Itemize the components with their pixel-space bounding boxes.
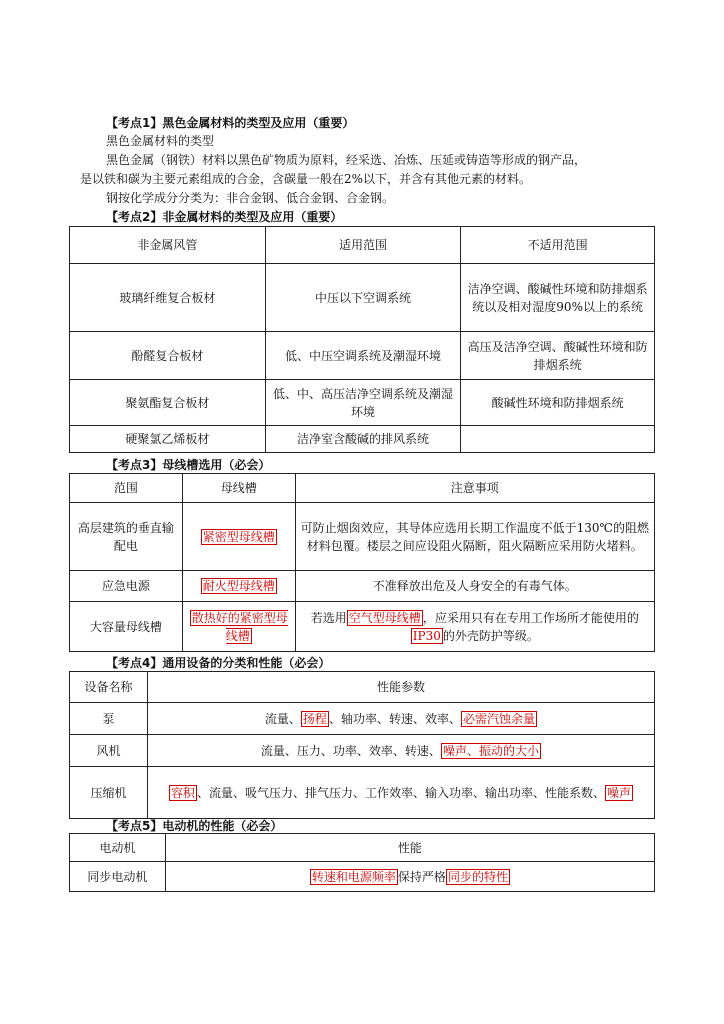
busway-table [69,473,655,652]
header-cell: 非金属风管 [70,227,266,264]
table-cell [165,862,654,892]
table-cell [182,571,295,602]
table-cell: 玻璃纤维复合板材 [70,264,266,332]
section1-heading: 【考点1】黑色金属材料的类型及应用（重要） [106,116,355,130]
highlighted-term: 转速和电源频率 [311,869,396,884]
section1-line4: 钢按化学成分分类为：非合金钢、低合金钢、合金钢。 [106,191,395,205]
section2-heading: 【考点2】非金属材料的类型及应用（重要） [106,210,343,224]
table-cell: 低、中、高压洁净空调系统及潮湿环境 [265,380,461,426]
equipment-table [69,671,655,819]
param-text: 、流量、吸气压力、排气压力、工作效率、输入功率、输出功率、性能系数、 [196,785,605,800]
table-cell: 风机 [70,735,148,767]
table-cell [461,426,655,453]
header-cell: 母线槽 [182,474,295,503]
header-cell: 不适用范围 [461,227,655,264]
header-cell: 注意事项 [295,474,654,503]
table-row [70,264,655,332]
table-row [70,426,655,453]
table-cell: 不准释放出危及人身安全的有毒气体。 [295,571,654,602]
section5-heading: 【考点5】电动机的性能（必会） [106,819,283,833]
table-cell: 洁净空调、酸碱性环境和防排烟系统以及相对湿度90%以上的系统 [461,264,655,332]
table-row [70,767,655,819]
table-cell [182,503,295,571]
highlighted-term: 扬程 [302,711,327,726]
param-text: 流量、压力、功率、效率、转速、 [260,743,441,758]
section1-line2: 黑色金属（钢铁）材料以黑色矿物质为原料，经采选、冶炼、压延或铸造等形成的钢产品， [106,153,587,167]
table-cell: 压缩机 [70,767,148,819]
highlighted-term: 噪声、振动的大小 [442,743,539,758]
table-row [70,735,655,767]
table-cell [147,703,654,735]
section3-heading: 【考点3】母线槽选用（必会） [106,458,271,472]
table-row [70,380,655,426]
table-cell: 洁净室含酸碱的排风系统 [265,426,461,453]
section1-line3: 是以铁和碳为主要元素组成的合金，含碳量一般在2%以下，并含有其他元素的材料。 [80,172,532,186]
header-cell: 电动机 [70,834,166,862]
table-cell [295,602,654,652]
note-text: 的外壳防护等级。 [442,628,539,643]
param-text: 流量、 [264,711,301,726]
table-cell: 可防止烟囱效应，其导体应选用长期工作温度不低于130℃的阻燃材料包覆。楼层之间应设阻火隔断，阻火隔断应采用防火堵料。 [295,503,654,571]
table-header-row [70,672,655,703]
table-cell: 同步电动机 [70,862,166,892]
table-cell: 应急电源 [70,571,183,602]
table-cell: 酚醛复合板材 [70,332,266,380]
highlighted-term: 紧密型母线槽 [202,529,275,544]
table-row [70,332,655,380]
section1-line1: 黑色金属材料的类型 [106,134,215,148]
header-cell: 范围 [70,474,183,503]
table-cell [147,735,654,767]
table-cell: 酸碱性环境和防排烟系统 [461,380,655,426]
section4-heading: 【考点4】通用设备的分类和性能（必会） [106,656,331,670]
table-cell: 泵 [70,703,148,735]
highlighted-term: 耐火型母线槽 [202,579,275,593]
table-row [70,503,655,571]
table-cell: 大容量母线槽 [70,602,183,652]
highlighted-term: IP30 [412,628,441,643]
param-text: 保持严格 [397,869,446,884]
highlighted-term: 容积 [170,785,195,800]
header-cell: 性能 [165,834,654,862]
nonmetal-duct-table [69,226,655,453]
table-cell: 高层建筑的垂直输配电 [70,503,183,571]
table-cell: 低、中压空调系统及潮湿环境 [265,332,461,380]
table-cell: 高压及洁净空调、酸碱性环境和防排烟系统 [461,332,655,380]
table-row [70,862,655,892]
table-cell: 聚氨酯复合板材 [70,380,266,426]
header-cell: 性能参数 [147,672,654,703]
table-header-row [70,227,655,264]
highlighted-term: 空气型母线槽 [348,610,421,625]
highlighted-term: 同步的特性 [447,869,508,884]
table-header-row [70,834,655,862]
table-header-row [70,474,655,503]
motor-table [69,833,655,892]
param-text: 、轴功率、转速、效率、 [328,711,461,726]
table-cell: 中压以下空调系统 [265,264,461,332]
table-cell: 硬聚氯乙烯板材 [70,426,266,453]
table-row [70,571,655,602]
header-cell: 适用范围 [265,227,461,264]
table-row [70,703,655,735]
table-cell [182,602,295,652]
highlighted-term: 散热好的紧密型母线槽 [191,610,288,643]
note-text: ，应采用只有在专用工作场所才能使用的 [422,610,639,625]
highlighted-term: 必需汽蚀余量 [462,711,535,726]
table-row [70,602,655,652]
highlighted-term: 噪声 [606,785,631,800]
table-cell [147,767,654,819]
header-cell: 设备名称 [70,672,148,703]
note-text: 若选用 [310,610,347,625]
